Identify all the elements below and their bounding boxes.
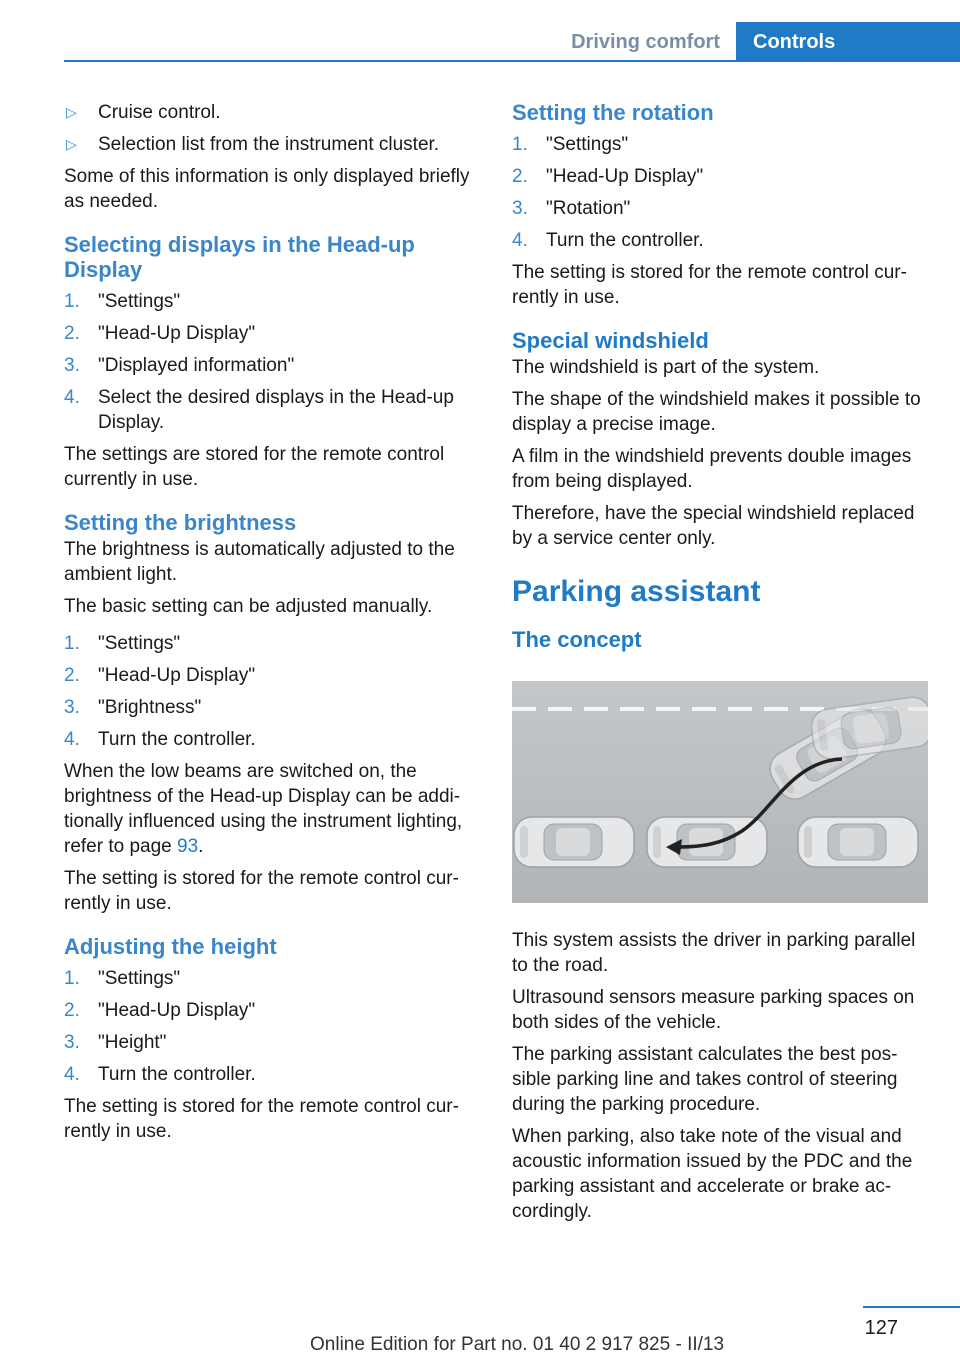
page-reference-link[interactable]: 93 (177, 836, 199, 857)
step-item: 2. "Head-Up Display" (64, 323, 256, 344)
paragraph: A film in the windshield prevents double images from being displayed. (512, 446, 912, 492)
paragraph: The basic setting can be adjusted manually. (64, 596, 433, 617)
step-item: 3. "Displayed information" (64, 355, 295, 376)
page-number: 127 (864, 1317, 898, 1339)
paragraph: The setting is stored for the remote control cur‐rently in use. (512, 262, 907, 308)
paragraph: The setting is stored for the remote control cur‐rently in use. (64, 1096, 459, 1142)
right-column (512, 100, 930, 1231)
step-item: 1. "Settings" (64, 968, 181, 989)
header-chapter-tab: Controls (736, 22, 960, 62)
chapter-title-parking-assistant: Parking assistant (512, 575, 761, 608)
paragraph: The shape of the windshield makes it possible to display a precise image. (512, 389, 921, 435)
section-heading-brightness: Setting the brightness (64, 510, 297, 535)
paragraph: Ultrasound sensors measure parking spaces on both sides of the vehicle. (512, 987, 915, 1033)
section-heading-rotation: Setting the rotation (512, 100, 714, 125)
edition-line: Online Edition for Part no. 01 40 2 917 825 - II/13 (310, 1334, 725, 1355)
parked-car-front (798, 817, 918, 867)
step-item: 4. Select the desired displays in the Head-up Display. (64, 387, 454, 433)
paragraph: This system assists the driver in parking parallel to the road. (512, 930, 916, 976)
footer-rule (863, 1306, 960, 1308)
paragraph: When the low beams are switched on, the brightness of the Head-up Display can be addi‐tionally influenced using the instrument lighting, refer to page 93. (64, 761, 463, 857)
triangle-bullet-icon: ▷ (66, 104, 77, 120)
step-item: 1. "Settings" (64, 633, 181, 654)
step-item: 3. "Height" (64, 1032, 167, 1053)
step-item: 3. "Brightness" (64, 697, 202, 718)
step-item: 1. "Settings" (64, 291, 181, 312)
step-item: 2. "Head-Up Display" (64, 1000, 256, 1021)
step-item: 3. "Rotation" (512, 198, 631, 219)
step-item: 1. "Settings" (512, 134, 629, 155)
section-heading-concept: The concept (512, 627, 642, 652)
step-item: 4. Turn the controller. (64, 729, 256, 750)
step-item: 4. Turn the controller. (512, 230, 704, 251)
step-item: 4. Turn the controller. (64, 1064, 256, 1085)
bullet-item: ▷ Selection list from the instrument cluster. (66, 134, 440, 155)
parked-car-rear (514, 817, 634, 867)
paragraph: Therefore, have the special windshield replaced by a service center only. (512, 503, 915, 549)
header-section-label: Driving comfort (571, 31, 720, 53)
step-item: 2. "Head-Up Display" (64, 665, 256, 686)
bullet-item: ▷ Cruise control. (66, 102, 221, 123)
header-rule (64, 60, 960, 62)
parking-illustration (512, 681, 928, 903)
paragraph: The brightness is automatically adjusted to the ambient light. (64, 539, 455, 585)
section-heading-special-windshield: Special windshield (512, 328, 709, 353)
paragraph: The parking assistant calculates the best pos‐sible parking line and takes control of steering during the parking procedure. (512, 1044, 898, 1115)
section-heading-select-displays: Selecting displays in the Head-up Display (64, 232, 415, 282)
step-item: 2. "Head-Up Display" (512, 166, 704, 187)
paragraph: The settings are stored for the remote control currently in use. (64, 444, 445, 490)
triangle-bullet-icon: ▷ (66, 136, 77, 152)
paragraph: The setting is stored for the remote control cur‐rently in use. (64, 868, 459, 914)
section-heading-height: Adjusting the height (64, 934, 277, 959)
paragraph: When parking, also take note of the visual and acoustic information issued by the PDC and the parking assistant and accelerate or brake ac‐cordingly. (512, 1126, 913, 1222)
paragraph: The windshield is part of the system. (512, 357, 820, 378)
paragraph: Some of this information is only displayed briefly as needed. (64, 166, 470, 212)
left-column (64, 100, 482, 1151)
